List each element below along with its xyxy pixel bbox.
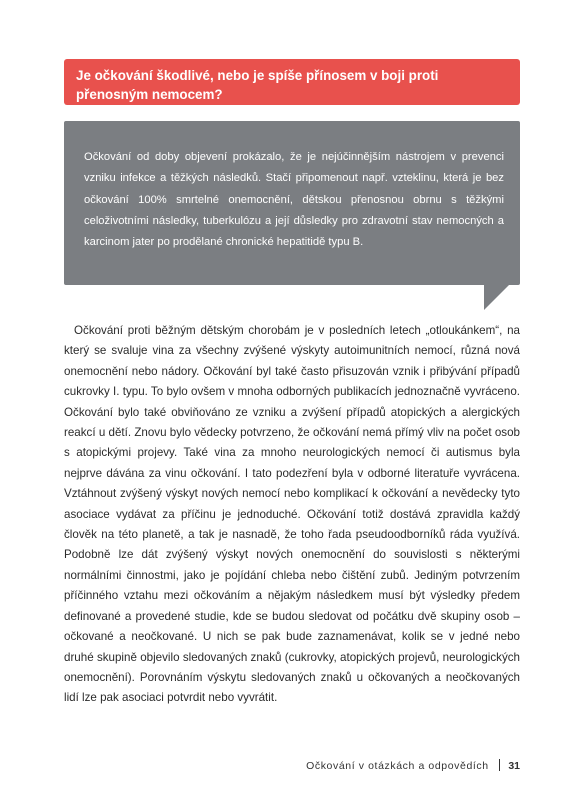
- question-text: Je očkování škodlivé, nebo je spíše přínosem v boji proti přenosným nemocem?: [76, 68, 439, 102]
- body-paragraph: Očkování proti běžným dětským chorobám je v posledních letech „otloukánkem“, na který se svaluje vina za všechny zvýšené výskyty autoimunitních nemocí, různá nová onemocnění nebo nádory. Očkování byl také často přisuzován vznik i přibývání případů cukrovky I. typu. To bylo ovšem v mnoha odborných publikacích jednoznačně vyvráceno. Očkování bylo také obviňováno ze vzniku a zvýšení případů atopických a alergických reakcí u dětí. Znovu bylo vědecky potvrzeno, že očkování nemá přímý vliv na počet osob s atopickými projevy. Také vina za mnoho neurologických nemocí či autismus byla nejprve dávána za vinu očkování. I tato podezření byla v odborné literatuře vyvrácena. Vztáhnout zvýšený výskyt nových nemocí nebo komplikací k očkování a nevědecky tyto asociace vydávat za příčinu je jednoduché. Očkování totiž dostává zpravidla každý člověk na této planetě, a tak je nasnadě, že toho řada pseudoodborníků ráda využívá. Podobně lze dát zvýšený výskyt nových onemocnění do souvislosti s některými normálními činnostmi, jako je pojídání chleba nebo čištění zubů. Jediným potvrzením příčinného vztahu mezi očkováním a nějakým následkem musí být výsledky předem definované a provedené studie, kde se budou sledovat od počátku dvě skupiny osob – očkované a neočkované. U nich se pak bude zaznamenávat, kolik se v jedné nebo druhé skupině objevilo sledovaných znaků (cukrovky, atopických projevů, neurologických onemocnění). Porovnáním výskytu sledovaných znaků u očkovaných a neočkovaných lidí lze pak asociaci potvrdit nebo vyvrátit.: [64, 324, 520, 705]
- answer-bubble: [64, 121, 520, 285]
- question-box: [64, 59, 520, 105]
- speech-bubble-tail: [484, 284, 510, 310]
- page-number: 31: [508, 760, 520, 772]
- answer-text: Očkování od doby objevení prokázalo, že je nejúčinnějším nástrojem v prevenci vzniku infekce a těžkých následků. Stačí připomenout např. vzteklinu, která je bez očkování 100% smrtelné onemocnění, dětskou přenosnou obrnu s těžkými celoživotními následky, tuberkulózu a její důsledky pro zdravotní stav nemocných a karcinom jater po prodělané chronické hepatitidě typu B.: [84, 151, 504, 249]
- page-footer: [260, 759, 520, 773]
- footer-separator: [499, 759, 501, 771]
- footer-title: Očkování v otázkách a odpovědích: [306, 760, 489, 772]
